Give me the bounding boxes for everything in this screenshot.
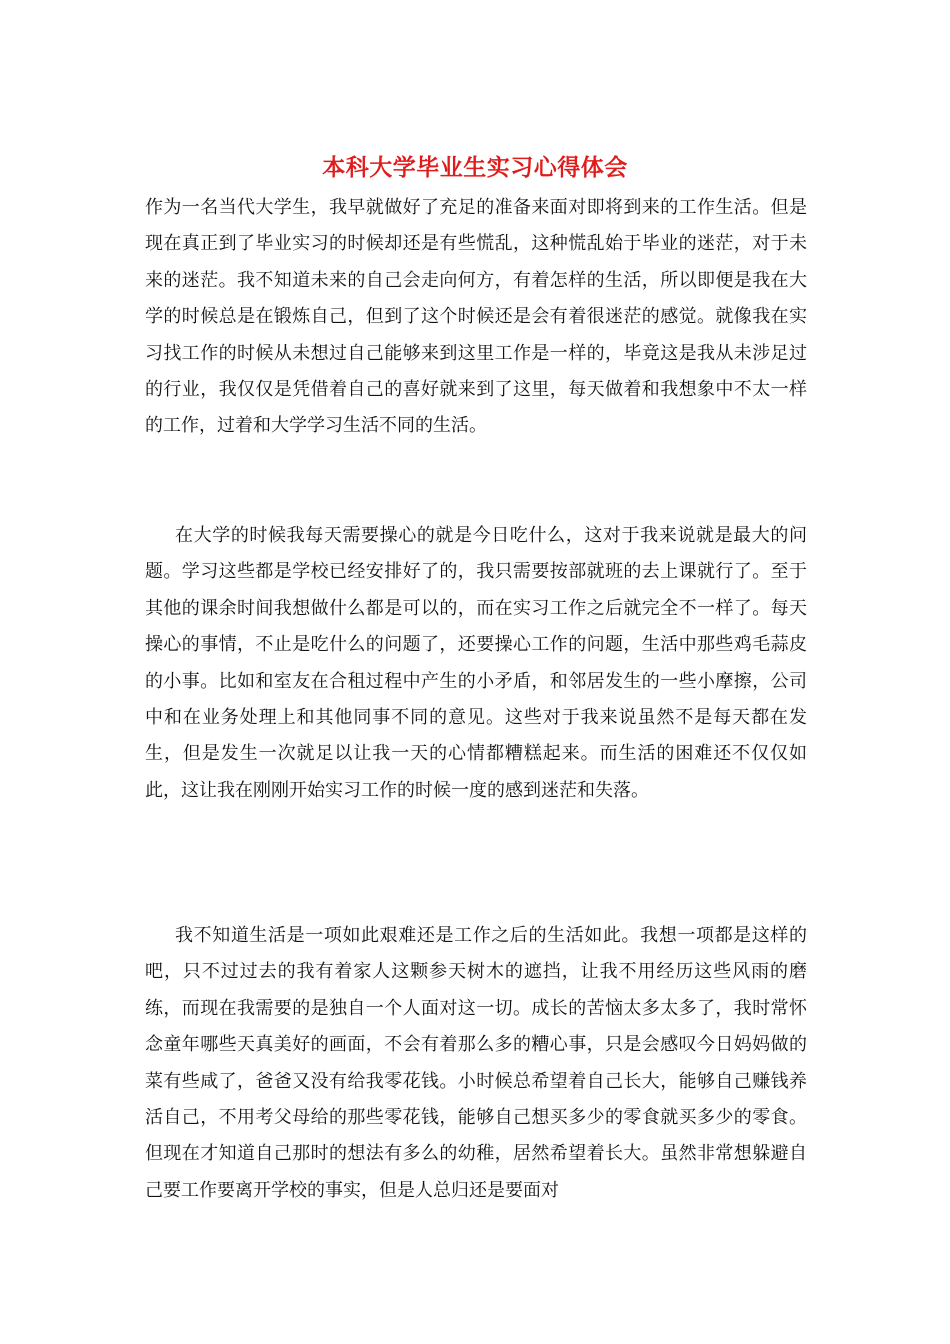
- paragraph-3: 我不知道生活是一项如此艰难还是工作之后的生活如此。我想一项都是这样的吧，只不过过去的我有着家人这颗参天树木的遮挡，让我不用经历这些风雨的磨练，而现在我需要的是独自一个人面对这一切。成长的苦恼太多太多了，我时常怀念童年哪些天真美好的画面，不会有着那么多的糟心事，只是会感叹今日妈妈做的菜有些咸了，爸爸又没有给我零花钱。小时候总希望着自己长大，能够自己赚钱养活自己，不用考父母给的那些零花钱，能够自己想买多少的零食就买多少的零食。但现在才知道自己那时的想法有多么的幼稚，居然希望着长大。虽然非常想躲避自己要工作要离开学校的事实，但是人总归还是要面对: [145, 925, 807, 1201]
- paragraph-2: 在大学的时候我每天需要操心的就是今日吃什么，这对于我来说就是最大的问题。学习这些都是学校已经安排好了的，我只需要按部就班的去上课就行了。至于其他的课余时间我想做什么都是可以的，而在实习工作之后就完全不一样了。每天操心的事情，不止是吃什么的问题了，还要操心工作的问题，生活中那些鸡毛蒜皮的小事。比如和室友在合租过程中产生的小矛盾，和邻居发生的一些小摩擦，公司中和在业务处理上和其他同事不同的意见。这些对于我来说虽然不是每天都在发生，但是发生一次就足以让我一天的心情都糟糕起来。而生活的困难还不仅仅如此，这让我在刚刚开始实习工作的时候一度的感到迷茫和失落。: [145, 525, 807, 801]
- document-title: 本科大学毕业生实习心得体会: [322, 154, 628, 181]
- paragraph-1: 作为一名当代大学生，我早就做好了充足的准备来面对即将到来的工作生活。但是现在真正到了毕业实习的时候却还是有些慌乱，这种慌乱始于毕业的迷茫，对于未来的迷茫。我不知道未来的自己会走向何方，有着怎样的生活，所以即便是我在大学的时候总是在锻炼自己，但到了这个时候还是会有着很迷茫的感觉。就像我在实习找工作的时候从未想过自己能够来到这里工作是一样的，毕竟这是我从未涉足过的行业，我仅仅是凭借着自己的喜好就来到了这里，每天做着和我想象中不太一样的工作，过着和大学学习生活不同的生活。: [145, 197, 807, 437]
